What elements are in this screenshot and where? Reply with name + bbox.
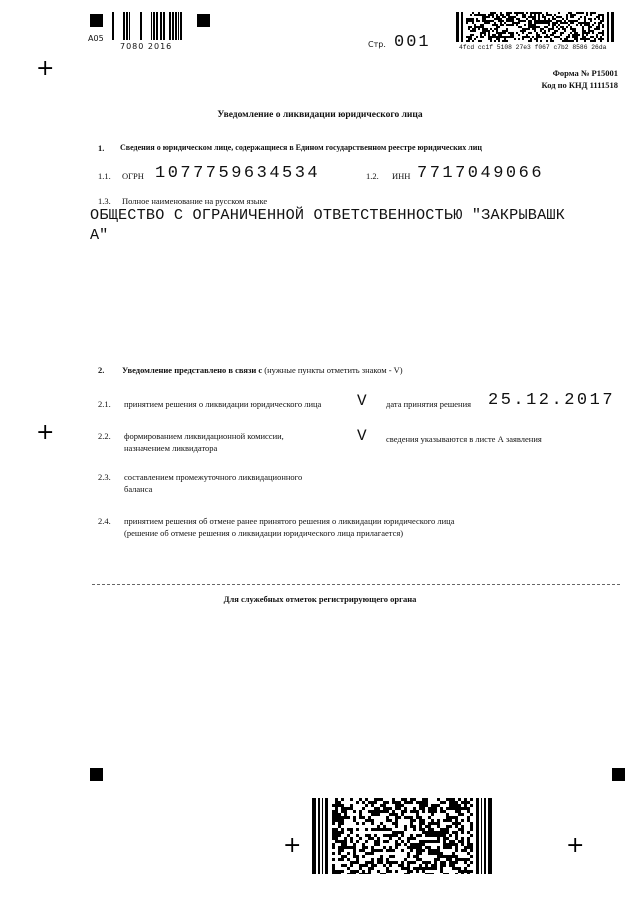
section-number: 2. [98, 365, 105, 375]
separator-line [92, 584, 620, 585]
cross-mark: + [283, 833, 302, 858]
item-number: 1.1. [98, 171, 111, 181]
cross-mark: + [566, 833, 585, 858]
knd-code: Код по КНД 1111518 [541, 80, 618, 90]
form-number: Форма № Р15001 [552, 68, 618, 78]
registration-marker [90, 768, 103, 781]
footer-title: Для служебных отметок регистрирующего органа [223, 594, 417, 604]
section-number: 1. [98, 143, 105, 153]
item-number: 2.4. [98, 516, 111, 526]
2d-barcode-bottom [312, 798, 492, 874]
page-number: 001 [394, 33, 431, 52]
hash-text: 4fcd cc1f 5108 27e3 f067 c7b2 8586 26da [459, 44, 607, 51]
cross-mark: + [36, 420, 55, 445]
item-text-line1: формированием ликвидационной комиссии, [124, 431, 284, 441]
item-text-line1: принятием решения об отмене ранее принятого решения о ликвидации юридического лица [124, 516, 455, 526]
item-text-line2: (решение об отмене решения о ликвидации юридического лица прилагается) [124, 528, 404, 538]
registration-marker [197, 14, 210, 27]
item-number: 2.1. [98, 399, 111, 409]
ogrn-value: 1077759634534 [155, 164, 321, 183]
barcode-number: 7080 2016 [120, 42, 173, 51]
name-label: Полное наименование на русском языке [122, 196, 268, 206]
checkbox-mark[interactable]: V [357, 427, 367, 445]
cross-mark: + [36, 56, 55, 81]
section-title [122, 365, 403, 375]
page-label: Стр. [368, 40, 386, 49]
inn-value: 7717049066 [417, 164, 545, 183]
item-number: 1.2. [366, 171, 379, 181]
registration-marker [90, 14, 103, 27]
form-code-left: А05 [88, 34, 104, 43]
item-number: 2.3. [98, 472, 111, 482]
sheet-a-note: сведения указываются в листе А заявления [386, 434, 542, 444]
section-title-bold: Уведомление представлено в связи с [122, 365, 263, 375]
inn-label: ИНН [392, 171, 411, 181]
2d-barcode-top [456, 12, 614, 42]
decision-date-label: дата принятия решения [386, 399, 472, 409]
company-name-line1: ОБЩЕСТВО С ОГРАНИЧЕННОЙ ОТВЕТСТВЕННОСТЬЮ "ЗАКРЫВАШК [90, 206, 566, 224]
checkbox-mark[interactable]: V [357, 392, 367, 410]
item-text-line2: баланса [124, 484, 153, 494]
item-text-line1: составлением промежуточного ликвидационного [124, 472, 303, 482]
ogrn-label: ОГРН [122, 171, 144, 181]
registration-marker [612, 768, 625, 781]
company-name-line2: А" [90, 226, 109, 244]
item-text: принятием решения о ликвидации юридического лица [124, 399, 322, 409]
item-number: 2.2. [98, 431, 111, 441]
document-title: Уведомление о ликвидации юридического лица [217, 110, 423, 120]
item-number: 1.3. [98, 196, 111, 206]
section-title-note: (нужные пункты отметить знаком - V) [264, 365, 403, 375]
item-text-line2: назначением ликвидатора [124, 443, 218, 453]
linear-barcode [112, 12, 184, 40]
decision-date-value: 25.12.2017 [488, 391, 616, 410]
section-title: Сведения о юридическом лице, содержащиеся в Едином государственном реестре юридических лиц [120, 143, 482, 152]
